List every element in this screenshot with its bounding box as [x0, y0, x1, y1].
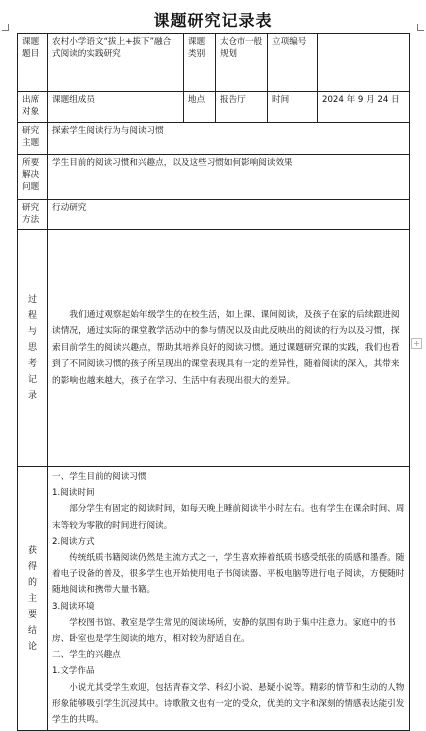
result-label-char: 得	[27, 561, 37, 572]
row-process	[18, 230, 410, 467]
process-label	[18, 230, 48, 467]
time-label: 时间	[268, 92, 318, 123]
process-label-char: 程	[27, 311, 37, 321]
result-line: 学校图书馆、教室是学生常见的阅读场所，安静的氛围有助于集中注意力。家庭中的书房、卧室也是学生阅读的地方，相对较为舒适自在。	[52, 617, 396, 645]
process-label-char: 思	[27, 343, 37, 353]
result-line: 二、学生的兴趣点	[52, 650, 121, 661]
record-table	[17, 33, 410, 731]
row-theme	[18, 123, 410, 155]
process-label-char: 考	[27, 359, 37, 369]
result-line: 小说尤其受学生欢迎，包括青春文学、科幻小说、悬疑小说等。精彩的情节和生动的人物形象能够吸引学生沉浸其中。诗歌散文也有一定的受众，优美的文字和深刻的情感表达能引发学生的共鸣。	[52, 682, 405, 726]
attend-value[interactable]: 课题组成员	[48, 92, 184, 123]
problem-value[interactable]: 学生目前的阅读习惯和兴趣点，以及这些习惯如何影响阅读效果	[48, 155, 410, 200]
process-label-char: 过	[27, 295, 37, 305]
row-result	[18, 467, 410, 731]
row-method	[18, 200, 410, 230]
topic-label: 课题题目	[18, 34, 48, 92]
problem-label: 所要解决问题	[18, 155, 48, 200]
process-value[interactable]	[48, 230, 410, 467]
place-value[interactable]: 报告厅	[216, 92, 268, 123]
margin-corner-mark	[417, 24, 424, 31]
result-line: 部分学生有固定的阅读时间，如每天晚上睡前阅读半小时左右。也有学生在课余时间、周末等较为零散的时间进行阅读。	[52, 504, 405, 531]
result-line: 1.文学作品	[52, 666, 95, 677]
result-line: 3.阅读环境	[52, 601, 95, 612]
attend-label: 出席对象	[18, 92, 48, 123]
margin-corner-mark	[2, 24, 9, 31]
theme-label: 研究主题	[18, 123, 48, 155]
result-label	[18, 467, 48, 731]
add-row-handle-icon[interactable]: +	[411, 338, 422, 349]
place-label: 地点	[184, 92, 216, 123]
result-line: 2.阅读方式	[52, 536, 95, 547]
process-label-char: 与	[27, 327, 37, 337]
topic-value[interactable]: 农村小学语文“拔上+拔下”融合式阅读的实践研究	[48, 34, 184, 92]
result-label-char: 论	[27, 641, 37, 652]
type-label: 课题类别	[184, 34, 216, 92]
process-label-char: 录	[27, 391, 37, 401]
process-paragraph: 我们通过观察起始年级学生的在校生活，如上课、课间阅读，及孩子在家的后续跟进阅读情况，通过实际的课堂教学活动中的参与情况以及由此反映出的阅读的行为以及习惯，探索目前学生的阅读兴趣点，帮助其培养良好的阅读习惯。通过课题研究课的实践，我们也看到了不同阅读习惯的孩子所呈现出的课堂表现具有一定的差异性，随着阅读的深入，其带来的影响也越来越大，孩子在学习、生活中有表现出很大的差异。	[52, 309, 400, 386]
result-label-char: 结	[27, 625, 37, 636]
reg-value[interactable]	[318, 34, 410, 92]
row-topic	[18, 34, 410, 92]
method-label: 研究方法	[18, 200, 48, 230]
result-label-char: 要	[27, 609, 37, 620]
process-label-char: 记	[27, 375, 37, 385]
row-problem	[18, 155, 410, 200]
result-label-char: 主	[27, 593, 37, 604]
result-line: 1.阅读时间	[52, 488, 95, 499]
method-value[interactable]: 行动研究	[48, 200, 410, 230]
result-value[interactable]	[48, 467, 410, 731]
reg-label: 立项编号	[268, 34, 318, 92]
result-line: 一、学生目前的阅读习惯	[52, 472, 147, 482]
type-value[interactable]: 太仓市一般规划	[216, 34, 268, 92]
time-value[interactable]: 2024 年 9 月 24 日	[318, 92, 410, 123]
result-label-char: 的	[27, 577, 37, 588]
theme-value[interactable]: 探索学生阅读行为与阅读习惯	[48, 123, 410, 155]
result-line: 传统纸质书籍阅读仍然是主流方式之一，学生喜欢捧着纸质书感受纸张的质感和墨香。随着电子设备的普及，很多学生也开始使用电子书阅读器、平板电脑等进行电子阅读，方便随时随地阅读和携带大量书籍。	[52, 553, 405, 596]
result-label-char: 获	[27, 545, 37, 556]
page-title: 课题研究记录表	[153, 11, 273, 30]
row-attend	[18, 92, 410, 123]
